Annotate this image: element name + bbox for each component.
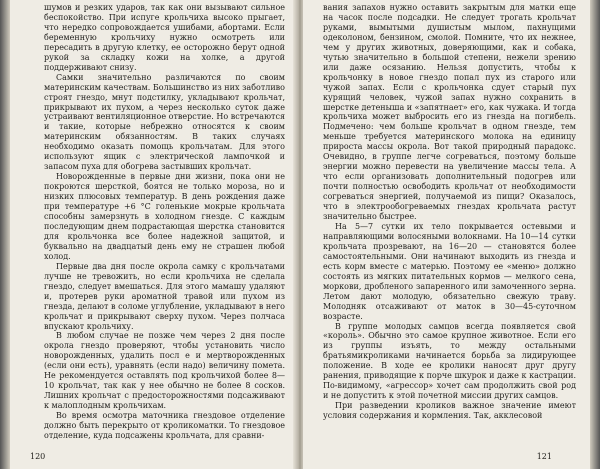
left-paragraph-2: Самки значительно различаются по своим материнским качествам. Большинство из них заботливо строят гнездо, мнут подстилку, укладывают крольчат, прикрывают их пухом, а через несколько суток даже устраивают вентиляционное отверстие. Но встречаются и такие, которые небрежно относятся к своим материнским обязанностям. В таких случаях необходимо оказать помощь крольчатам. Для этого используют ящик с электрической лампочкой и запасом пуха для обогрева застывших крольчат. — [44, 72, 285, 172]
right-page — [303, 0, 600, 469]
right-paragraph-1: вания запахов нужно оставить закрытым для матки еще на часок после подсадки. Не следует трогать крольчат руками, вымытыми душистым мылом, пахнущими одеколоном, бензином, смолой. Помните, что их нежнее, чем у других животных, доверяющими, как и собака, чутью значительно в большой степени, нежели зрению или даже осязанию. Нельзя допустить, чтобы к крольчонку в новое гнездо попал пух из старого или чужой запах. Если с крольчонка сдует старый пух курящий человек, чужой запах нужно сохранить в шерстке детеныша и «запятнает» его, как чужака. И тогда крольчиха может выбросить его из гнезда на погибель. Подмечено: чем больше крольчат в одном гнезде, тем меньше требуется материнского молока на единицу прироста массы окрола. Вот такой природный парадокс. Очевидно, в группе легче согреваться, поэтому больше энергии можно перевести на увеличение массы тела. А что если организовать дополнительный подогрев или почти полностью освободить крольчат от необходимости согреваться энергией, получаемой из пищи? Оказалось, что в электрообогреваемых гнездах крольчата растут значительно быстрее. — [323, 3, 576, 222]
left-paragraph-6: Во время осмотра маточника гнездовое отделение должно быть перекрыто от кроликоматки. То гнездовое отделение, куда подсажены крольчата, для сравни- — [44, 411, 285, 440]
left-paragraph-3: Новорожденные в первые дни жизни, пока они не покроются шерсткой, боятся не только мороза, но и низких плюсовых температур. В день рождения даже при температуре +6 °С голенькие мокрые крольчата способны замерзнуть в холодном гнезде. С каждым последующим днем подрастающая шерстка становится для крольчонка все более надежной защитой, и буквально на двадцатый день ему не страшен любой холод. — [44, 172, 285, 261]
left-page-number: 120 — [30, 452, 46, 461]
left-page — [0, 0, 297, 469]
left-paragraph-5: В любом случае не позже чем через 2 дня после окрола гнездо проверяют, чтобы установить число новорожденных, удалить посл е и мертворожденных (если они есть), уравнять (если надо) величину помета. Не рекомендуется оставлять под крольчихой более 8—10 крольчат, так как у нее обычно не более 8 сосков. Лишних крольчат с предосторожностями подсаживают к малоплодным крольчихам. — [44, 331, 285, 411]
left-paragraph-1: шумов и резких ударов, так как они вызывают сильное беспокойство. При испуге крольчиха высоко прыгает, что нередко сопровождается ушибами, абортами. Если беременную крольчиху нужно осмотреть или пересадить в другую клетку, ее осторожно берут одной рукой за складку кожи на холке, а другой поддерживают снизу. — [44, 3, 285, 72]
right-page-number: 121 — [536, 452, 552, 461]
right-book-edge — [590, 0, 600, 469]
left-book-edge — [0, 0, 10, 469]
right-paragraph-2: На 5—7 сутки их тело покрывается остевыми и направляющими волосяными волокнами. На 10—14 сутки крольчата прозревают, на 16—20 — становятся более самостоятельными. Они начинают выходить из гнезда и есть корм вместе с матерью. Поэтому ее «меню» должно состоять из мягких питательных кормов — мелкого сена, моркови, дробленого запаренного или замоченного зерна. Летом дают молодую, обязательно свежую траву. Молодняк отсаживают от маток в 30—45-суточном возрасте. — [323, 221, 576, 321]
left-paragraph-4: Первые два дня после окрола самку с крольчатами лучше не тревожить, но если крольчиха не сделала гнездо, следует вмешаться. Для этого мамашу удаляют и, протерев руки ароматной травой или пухом из гнезда, делают в соломе углубление, укладывают в него крольчат и прикрывают сверху пухом. Через полчаса впускают крольчиху. — [44, 261, 285, 331]
right-paragraph-4: При разведении кроликов важное значение имеют условия содержания и кормления. Так, акклесовой — [323, 401, 576, 421]
right-paragraph-3: В группе молодых самцов всегда появляется свой «король». Обычно это самое крупное животное. Если его из группы изъять, то между остальными братьямикроликами начинается борьба за лидирующее положение. В ходе ее кролики наносят друг другу ранения, приводящие к порче шкурок и даже к кастрации. По-видимому, «агрессор» хочет сам продолжить свой род и не допустить к этой почетной миссии других самцов. — [323, 321, 576, 401]
